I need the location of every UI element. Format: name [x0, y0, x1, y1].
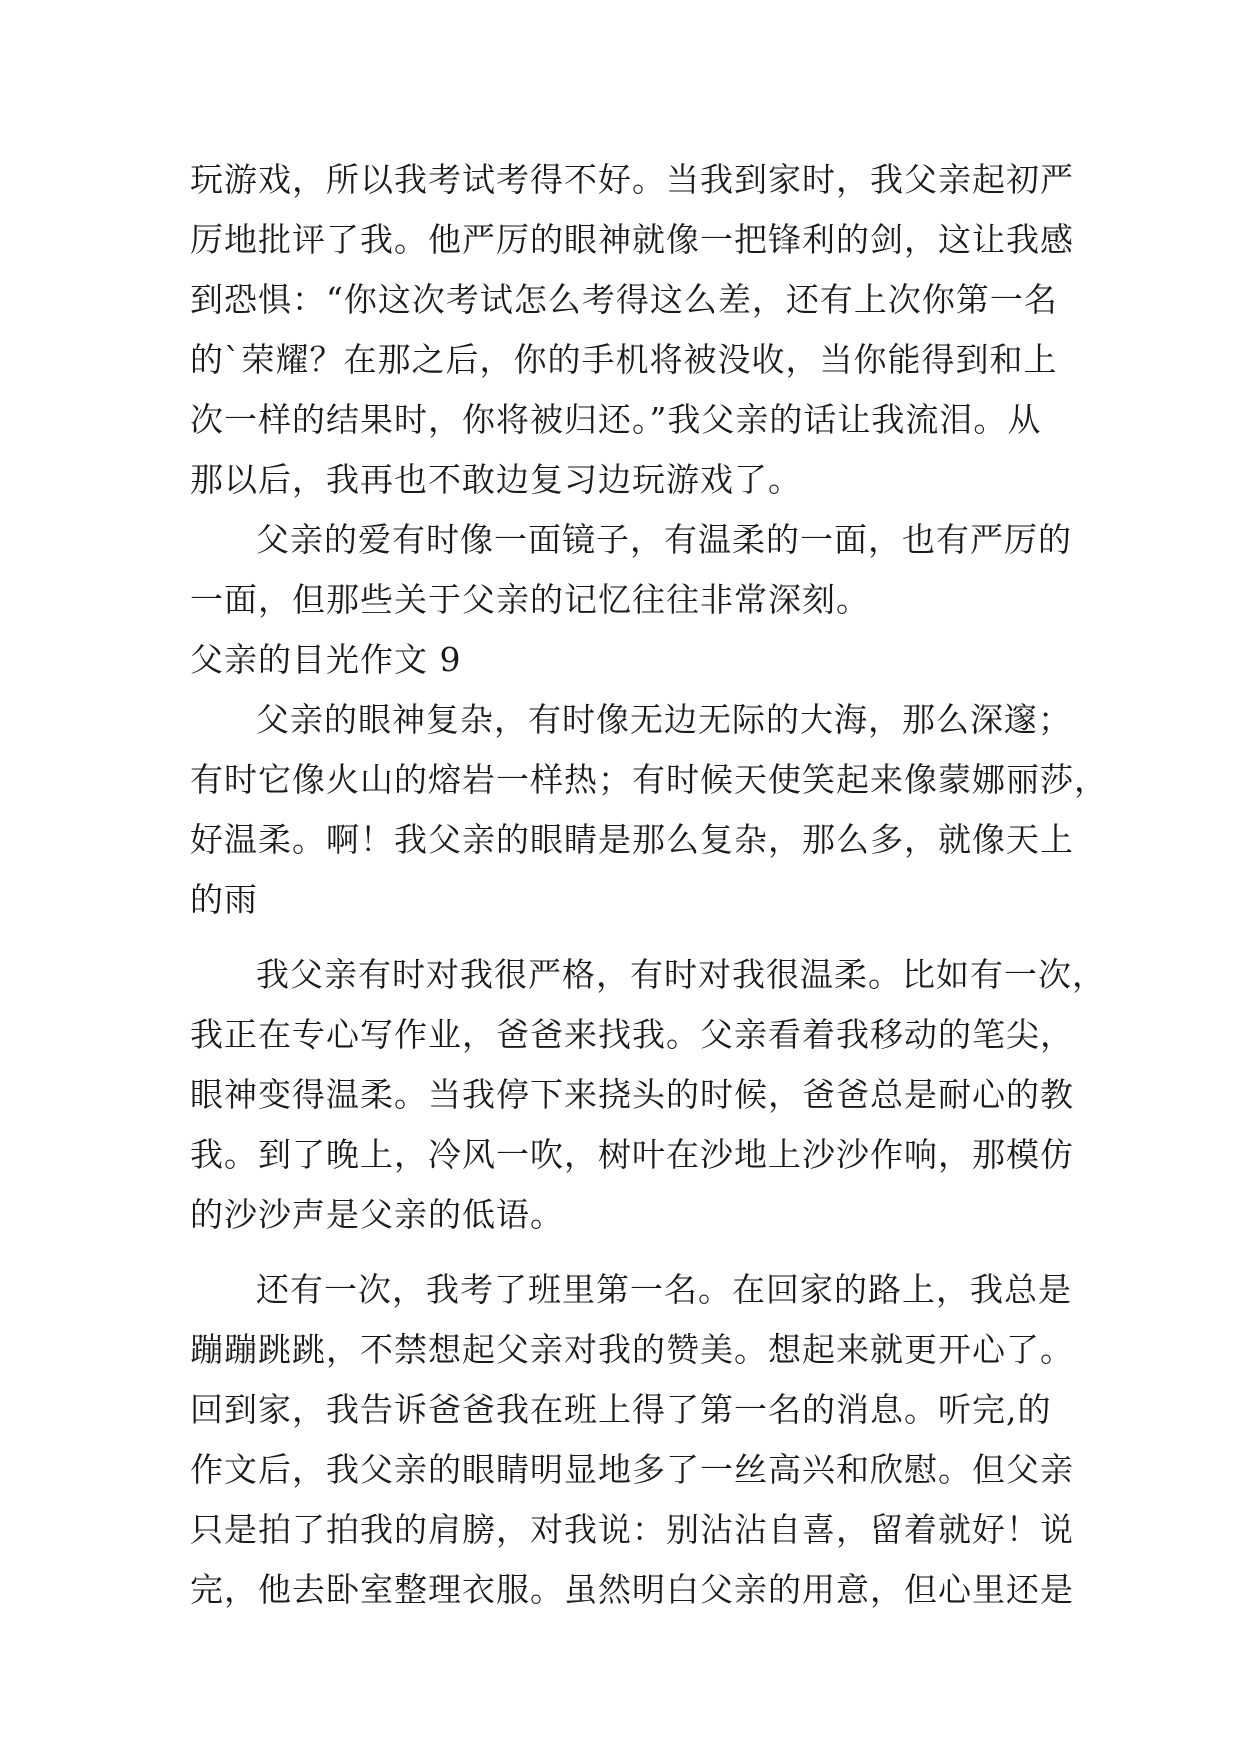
text-line: 厉地批评了我。他严厉的眼神就像一把锋利的剑，这让我感 — [190, 220, 1074, 259]
text-line: 蹦蹦跳跳，不禁想起父亲对我的赞美。想起来就更开心了。 — [190, 1330, 1074, 1369]
paragraph-first-line: 父亲的爱有时像一面镜子，有温柔的一面，也有严厉的 — [256, 520, 1072, 559]
text-line: 完，他去卧室整理衣服。虽然明白父亲的用意，但心里还是 — [190, 1570, 1074, 1609]
text-line: 眼神变得温柔。当我停下来挠头的时候，爸爸总是耐心的教 — [190, 1075, 1074, 1114]
text-line: 作文后，我父亲的眼睛明显地多了一丝高兴和欣慰。但父亲 — [190, 1450, 1074, 1489]
text-line: 那以后，我再也不敢边复习边玩游戏了。 — [190, 460, 802, 499]
text-line: 玩游戏，所以我考试考得不好。当我到家时，我父亲起初严 — [190, 160, 1074, 199]
paragraph-first-line: 父亲的眼神复杂，有时像无边无际的大海，那么深邃； — [256, 700, 1072, 739]
text-line: 的`荣耀？在那之后，你的手机将被没收，当你能得到和上 — [190, 340, 1058, 379]
text-line: 的雨 — [190, 880, 258, 919]
text-line: 我。到了晚上，冷风一吹，树叶在沙地上沙沙作响，那模仿 — [190, 1135, 1074, 1174]
text-line: 一面，但那些关于父亲的记忆往往非常深刻。 — [190, 580, 870, 619]
text-line: 我正在专心写作业，爸爸来找我。父亲看着我移动的笔尖， — [190, 1015, 1074, 1054]
text-line: 次一样的结果时，你将被归还。”我父亲的话让我流泪。从 — [190, 400, 1042, 439]
text-line: 回到家，我告诉爸爸我在班上得了第一名的消息。听完,的 — [190, 1390, 1052, 1429]
text-line: 有时它像火山的熔岩一样热；有时候天使笑起来像蒙娜丽莎， — [190, 760, 1108, 799]
paragraph-first-line: 还有一次，我考了班里第一名。在回家的路上，我总是 — [256, 1270, 1072, 1309]
paragraph-first-line: 我父亲有时对我很严格，有时对我很温柔。比如有一次， — [256, 955, 1106, 994]
text-line: 只是拍了拍我的肩膀，对我说：别沾沾自喜，留着就好！说 — [190, 1510, 1074, 1549]
text-line: 的沙沙声是父亲的低语。 — [190, 1195, 564, 1234]
text-line: 到恐惧：“你这次考试怎么考得这么差，还有上次你第一名 — [190, 280, 1058, 319]
text-line: 好温柔。啊！我父亲的眼睛是那么复杂，那么多，就像天上 — [190, 820, 1074, 859]
section-heading: 父亲的目光作文 9 — [190, 640, 462, 679]
